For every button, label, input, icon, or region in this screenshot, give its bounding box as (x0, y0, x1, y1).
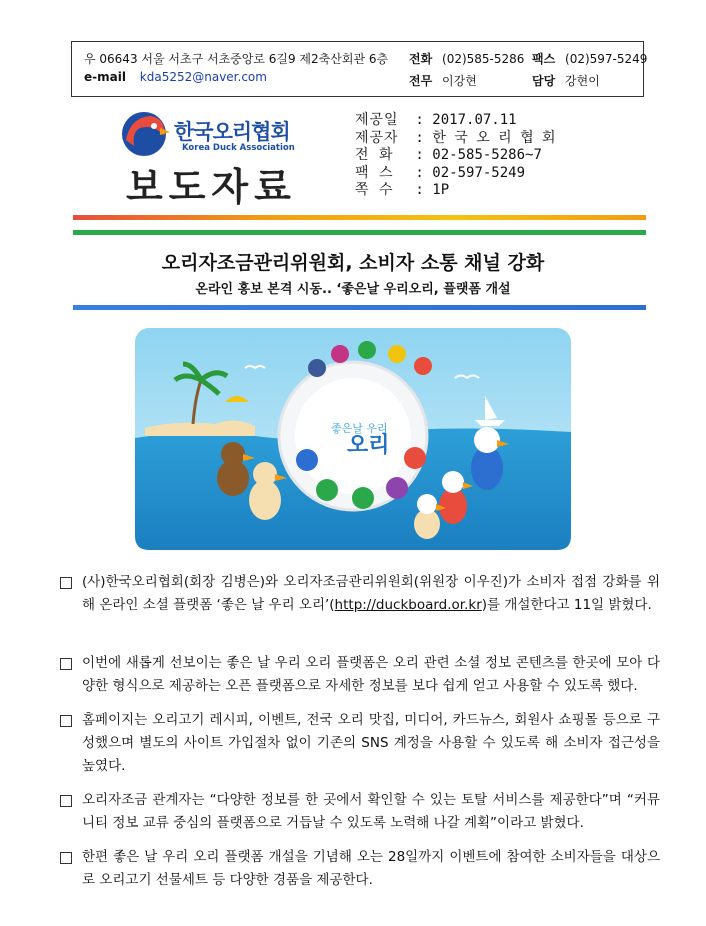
phone-value: (02)585-5286 (442, 52, 525, 66)
email-label: e-mail (84, 70, 126, 84)
menu-icon (352, 487, 374, 509)
menu-icon (316, 479, 338, 501)
paragraph: 이번에 새롭게 선보이는 좋은 날 우리 오리 플랫폼은 오리 관련 소셜 정보 콘텐츠를 한곳에 모아 다양한 형식으로 제공하는 오픈 플랫폼으로 자세한 정보를 보다 쉽게 얻고 사용할 수 있도록 했다. (60, 652, 660, 698)
menu-icon (404, 447, 426, 469)
manager-label: 전무 (409, 74, 433, 88)
info-row: 팩 스 : 02-597-5249 (355, 164, 526, 181)
paragraph: 한편 좋은 날 우리 오리 플랫폼 개설을 기념해 오는 28일까지 이벤트에 참여한 소비자들을 대상으로 오리고기 선물세트 등 다양한 경품을 제공한다. (60, 846, 660, 892)
fax-value: (02)597-5249 (565, 52, 648, 66)
staff-value: 강현이 (565, 74, 600, 88)
youtube-icon (414, 357, 432, 375)
menu-icon (386, 477, 408, 499)
instagram-icon (331, 345, 349, 363)
doc-type-title: 보도자료 (126, 165, 297, 209)
paragraph: (사)한국오리협회(회장 김병은)와 오리자조금관리위원회(위원장 이우진)가 소비자 접점 강화를 위해 온라인 소셜 플랫폼 ‘좋은 날 우리 오리’(http://duckboard.or.kr)를 개설한다고 11일 밝혔다. (60, 571, 660, 617)
email-link[interactable]: kda5252@naver.com (139, 70, 267, 84)
band-icon (358, 341, 376, 359)
bullet-box-icon (60, 852, 72, 864)
phone-label: 전화 (409, 52, 433, 66)
org-name-en: Korea Duck Association (182, 143, 295, 153)
platform-banner-image (135, 328, 571, 550)
info-row: 전 화 : 02-585-5286~7 (355, 147, 542, 163)
bullet-box-icon (60, 795, 72, 807)
banner-logo-big: 오리 (347, 433, 390, 458)
bullet-box-icon (60, 577, 72, 589)
paragraph: 오리자조금 관계자는 “다양한 정보를 한 곳에서 확인할 수 있는 토탈 서비스를 제공한다”며 “커뮤니티 정보 교류 중심의 플랫폼으로 거듭날 수 있도록 노력해 나갈 계획”이라고 밝혔다. (60, 789, 660, 835)
contact-box (71, 41, 648, 97)
bullet-box-icon (60, 715, 72, 727)
green-bar (73, 230, 646, 235)
kakao-icon (388, 345, 406, 363)
info-row: 제공일 : 2017.07.11 (355, 112, 517, 128)
banner-illustration (135, 328, 571, 550)
duck-logo-icon (120, 110, 170, 158)
facebook-icon (308, 359, 326, 377)
banner-logo-small: 좋은날 우리 (331, 422, 388, 435)
headline-title: 오리자조금관리위원회, 소비자 소통 채널 강화 (161, 252, 545, 274)
release-info (355, 112, 556, 200)
top-color-bar (73, 215, 646, 220)
bullet-box-icon (60, 658, 72, 670)
fax-label: 팩스 (532, 52, 556, 66)
paragraph: 홈페이지는 오리고기 레시피, 이벤트, 전국 오리 맛집, 미디어, 카드뉴스, 회원사 쇼핑몰 등으로 구성했으며 별도의 사이트 가입절차 없이 기존의 SNS 계정을 사용할 수 있도록 해 소비자 접근성을 높였다. (60, 709, 660, 778)
info-row: 쪽 수 : 1P (355, 182, 450, 198)
info-row: 제공자 : 한 국 오 리 협 회 (355, 129, 556, 146)
staff-label: 담당 (532, 74, 556, 88)
address: 우 06643 서울 서초구 서초중앙로 6길9 제2축산회관 6층 (84, 52, 389, 66)
manager-value: 이강현 (442, 74, 477, 88)
org-name-ko: 한국오리협회 (174, 120, 290, 144)
menu-icon (296, 449, 318, 471)
blue-bar (73, 305, 646, 310)
duckboard-link[interactable]: http://duckboard.or.kr (334, 597, 482, 613)
headline-subtitle: 온라인 홍보 본격 시동.. ‘좋은날 우리오리, 플랫폼 개설 (195, 282, 511, 297)
